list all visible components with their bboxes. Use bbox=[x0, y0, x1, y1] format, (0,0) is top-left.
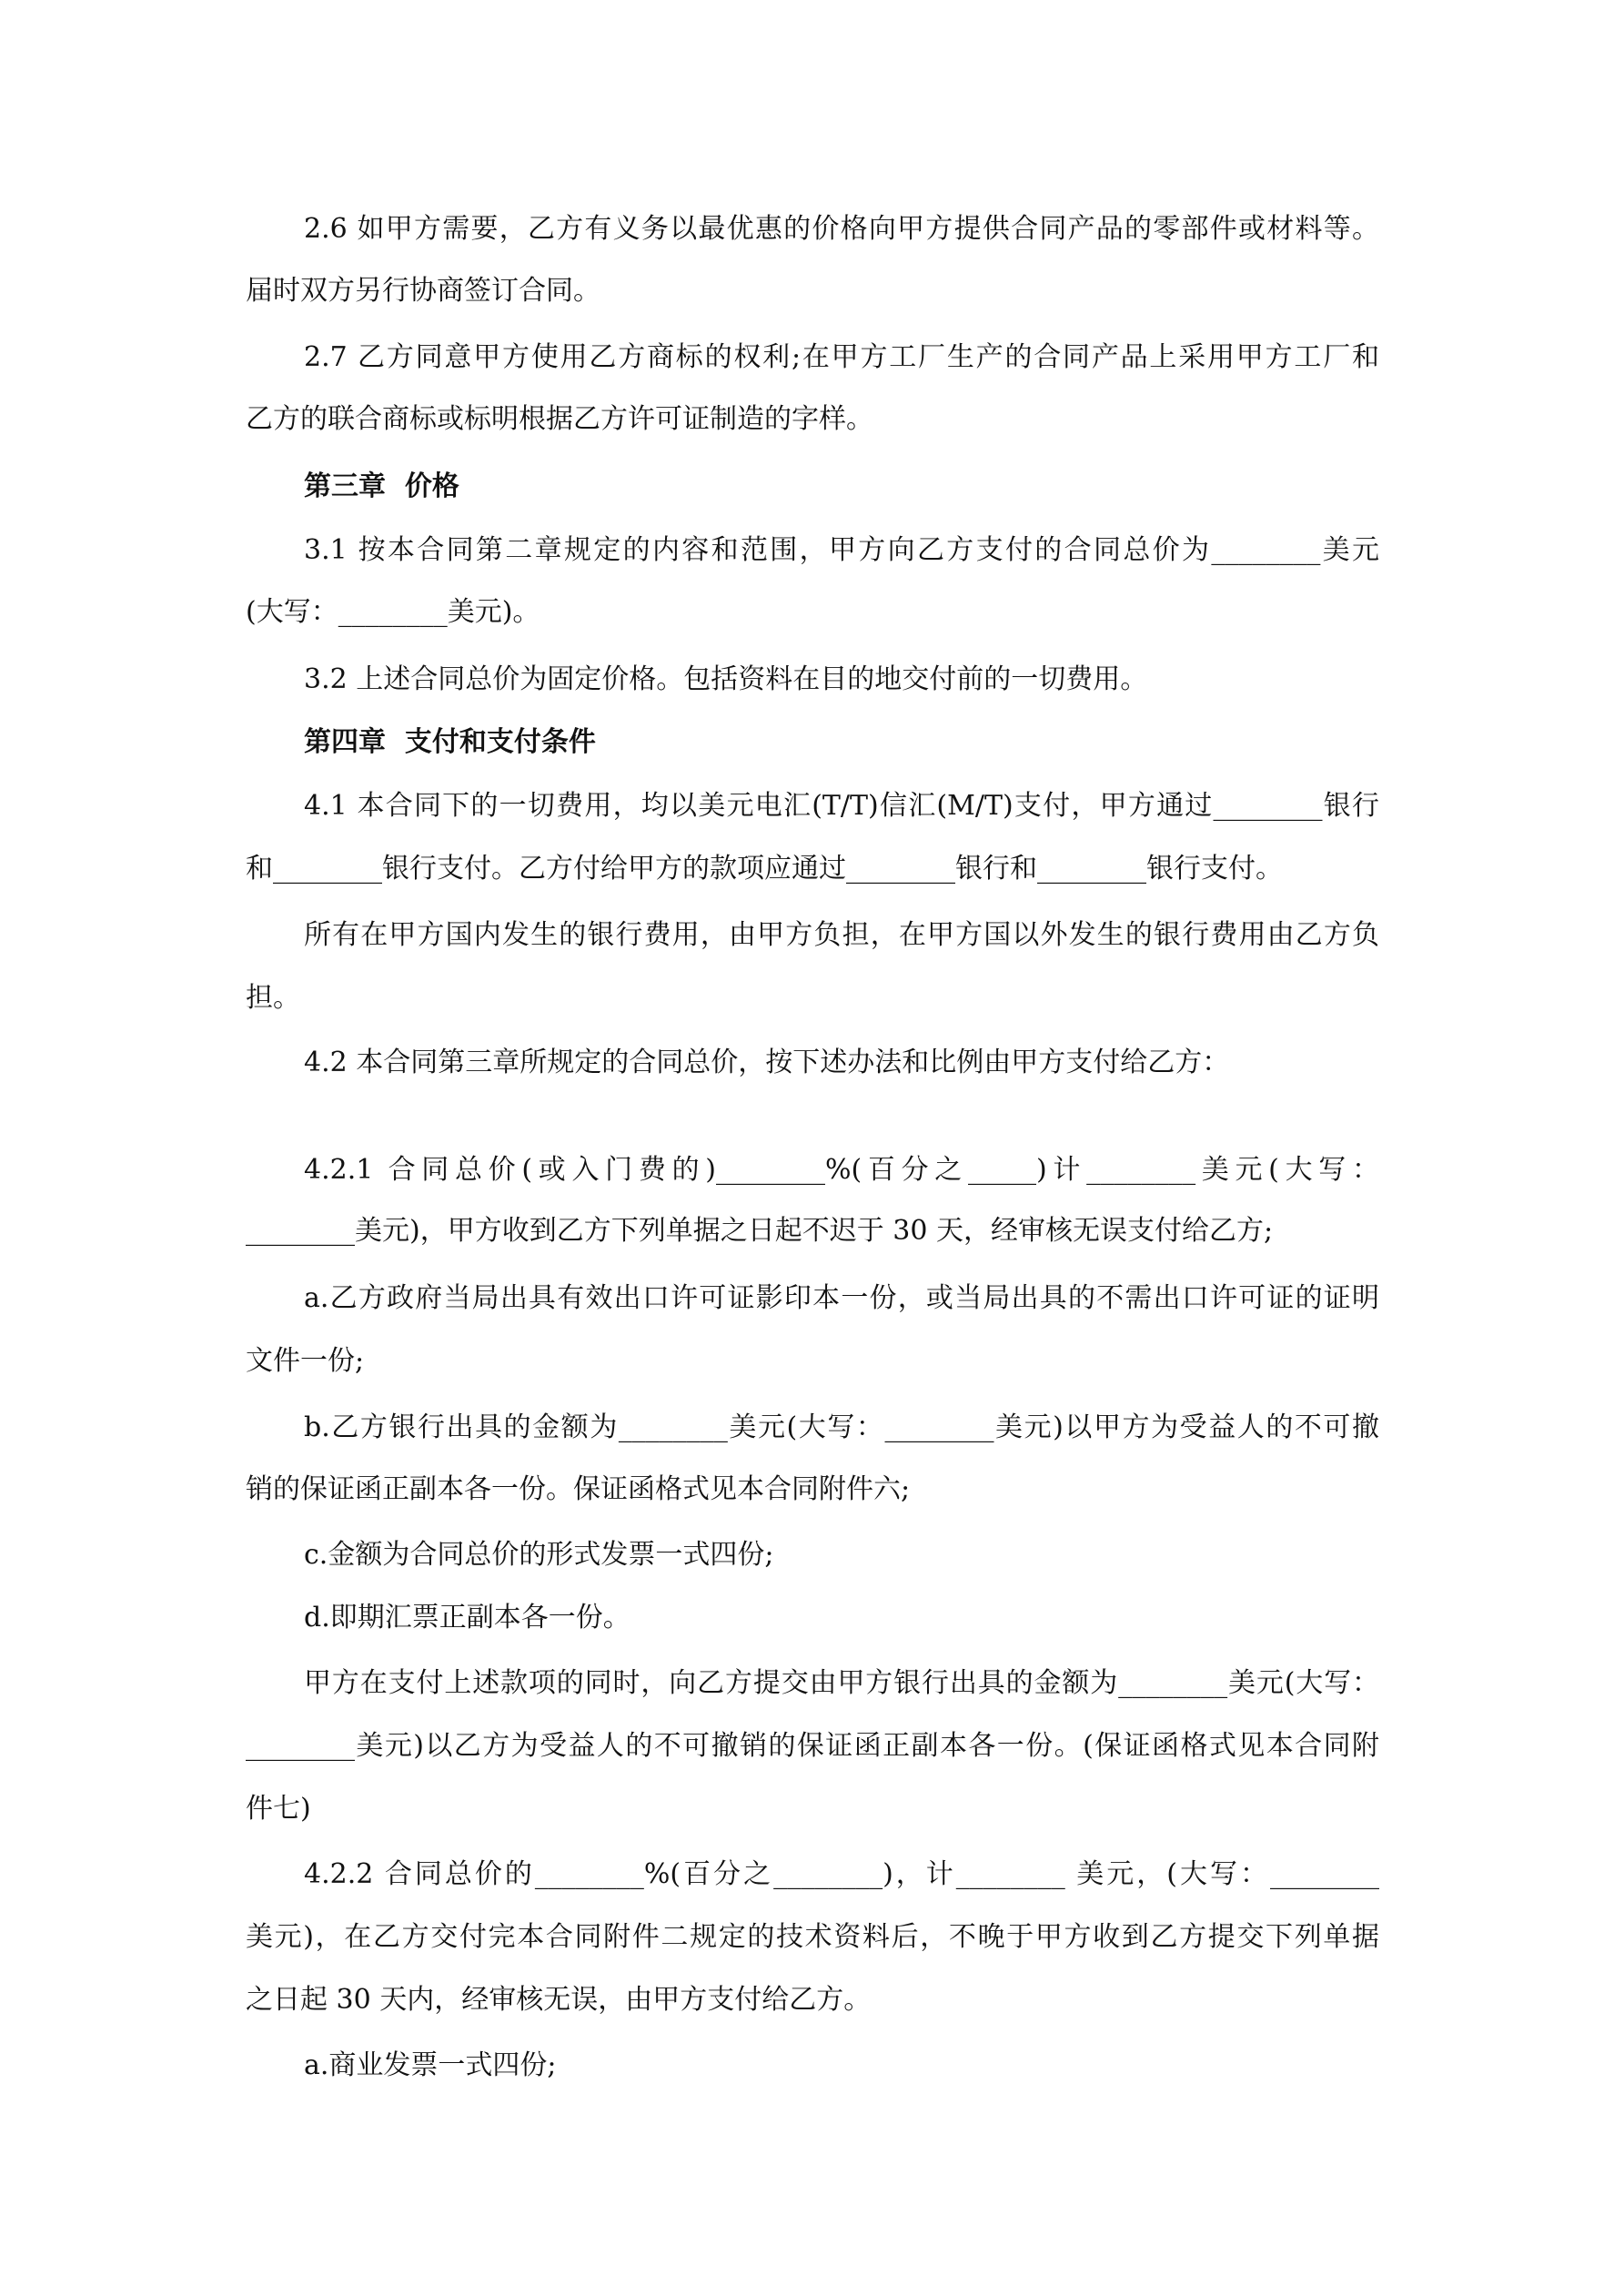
clause-4-2: 4.2 本合同第三章所规定的合同总价，按下述办法和比例由甲方支付给乙方： bbox=[304, 1047, 1230, 1078]
chapter-3-heading: 第三章 价格 bbox=[304, 470, 459, 502]
item-c-proforma-invoice: c.金额为合同总价的形式发票一式四份; bbox=[304, 1539, 774, 1571]
clause-4-1-line-1: 4.1 本合同下的一切费用，均以美元电汇(T/T)信汇(M/T)支付，甲方通过________银行 bbox=[304, 790, 1379, 822]
item-a-commercial-invoice: a.商业发票一式四份; bbox=[304, 2049, 557, 2081]
guarantee-paragraph-line-2: ________美元)以乙方为受益人的不可撤销的保证函正副本各一份。(保证函格式见本合同附 bbox=[246, 1730, 1379, 1762]
bank-fees-line-2: 担。 bbox=[246, 982, 300, 1014]
chapter-4-heading: 第四章 支付和支付条件 bbox=[304, 726, 596, 758]
clause-2-6-line-1: 2.6 如甲方需要，乙方有义务以最优惠的价格向甲方提供合同产品的零部件或材料等。 bbox=[304, 213, 1379, 245]
clause-2-7-line-1: 2.7 乙方同意甲方使用乙方商标的权利;在甲方工厂生产的合同产品上采用甲方工厂和 bbox=[304, 341, 1379, 373]
clause-4-2-1-line-2: ________美元)，甲方收到乙方下列单据之日起不迟于 30 天，经审核无误支付给乙方; bbox=[246, 1215, 1274, 1247]
clause-4-2-2-line-2: 美元)，在乙方交付完本合同附件二规定的技术资料后，不晚于甲方收到乙方提交下列单据 bbox=[246, 1921, 1379, 1953]
item-a-export-license-line-1: a.乙方政府当局出具有效出口许可证影印本一份，或当局出具的不需出口许可证的证明 bbox=[304, 1282, 1379, 1314]
item-b-bank-guarantee-line-2: 销的保证函正副本各一份。保证函格式见本合同附件六; bbox=[246, 1473, 911, 1505]
clause-2-7-line-2: 乙方的联合商标或标明根据乙方许可证制造的字样。 bbox=[246, 403, 873, 435]
clause-2-6-line-2: 届时双方另行协商签订合同。 bbox=[246, 275, 600, 307]
guarantee-paragraph-line-1: 甲方在支付上述款项的同时，向乙方提交由甲方银行出具的金额为________美元(大写： bbox=[304, 1667, 1379, 1699]
clause-3-2: 3.2 上述合同总价为固定价格。包括资料在目的地交付前的一切费用。 bbox=[304, 663, 1148, 695]
clause-3-1-line-2: (大写：________美元)。 bbox=[246, 596, 540, 628]
clause-4-2-2-line-3: 之日起 30 天内，经审核无误，由甲方支付给乙方。 bbox=[246, 1984, 872, 2016]
bank-fees-line-1: 所有在甲方国内发生的银行费用，由甲方负担，在甲方国以外发生的银行费用由乙方负 bbox=[304, 919, 1379, 951]
clause-4-1-line-2: 和________银行支付。乙方付给甲方的款项应通过________银行和________银行支付。 bbox=[246, 853, 1283, 885]
clause-4-2-2-line-1: 4.2.2 合同总价的________%(百分之________)，计________ 美元，(大写：________ bbox=[304, 1858, 1379, 1890]
item-b-bank-guarantee-line-1: b.乙方银行出具的金额为________美元(大写：________美元)以甲方为受益人的不可撤 bbox=[304, 1411, 1379, 1443]
clause-3-1-line-1: 3.1 按本合同第二章规定的内容和范围，甲方向乙方支付的合同总价为________美元 bbox=[304, 534, 1379, 566]
item-d-sight-draft: d.即期汇票正副本各一份。 bbox=[304, 1602, 630, 1633]
guarantee-paragraph-line-3: 件七) bbox=[246, 1793, 311, 1825]
clause-4-2-1-line-1: 4.2.1 合同总价(或入门费的)________%(百分之_____)计________美元(大写： bbox=[304, 1154, 1379, 1186]
item-a-export-license-line-2: 文件一份; bbox=[246, 1345, 365, 1377]
